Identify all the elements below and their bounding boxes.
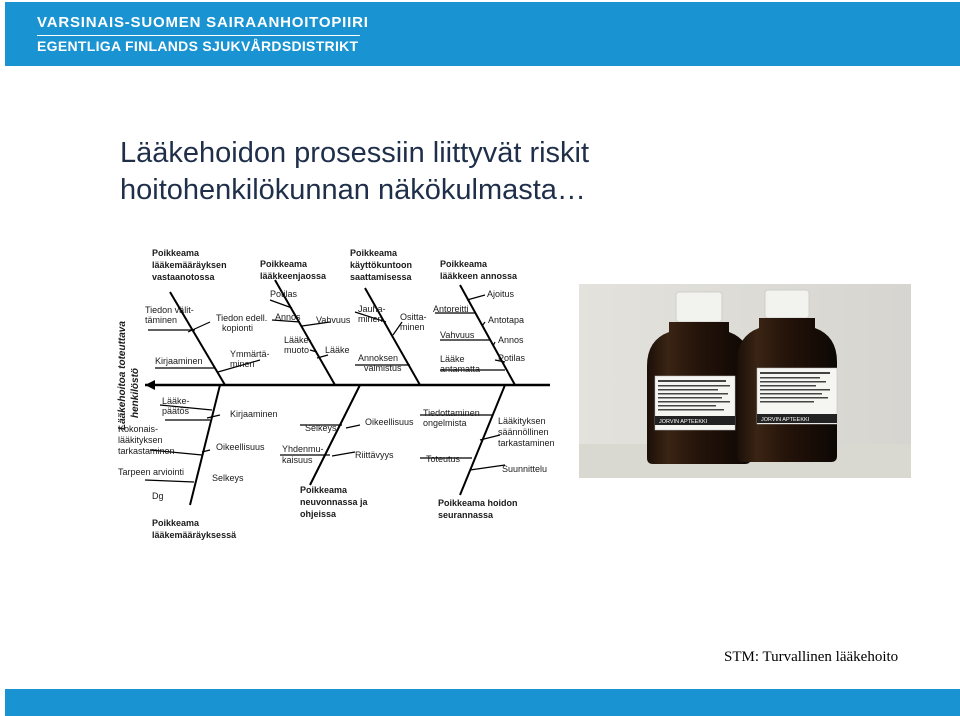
header-divider	[37, 35, 360, 36]
cause-selkeys-b2: Selkeys	[305, 423, 337, 433]
cause-riittavyys: Riittävyys	[355, 450, 394, 460]
cause-potilas-top4: Potilas	[498, 353, 526, 363]
category-top-3: Poikkeama käyttökuntoon saattamisessa	[350, 248, 412, 282]
bone-bottom-2	[310, 385, 360, 485]
cause-laakityksen-tarkastaminen: Lääkityksen säännöllinen tarkastaminen	[498, 416, 555, 448]
medicine-bottles-photo	[579, 284, 911, 478]
cause-osittaminen: Ositta-minen	[400, 312, 427, 332]
cause-laake-antamatta: Lääke antamatta	[440, 354, 481, 374]
cause-oikeellisuus-b2: Oikeellisuus	[365, 417, 414, 427]
cause-laakepaatos: Lääke-päätös	[162, 396, 190, 416]
cause-suunnittelu: Suunnittelu	[502, 464, 548, 474]
cause-oikeellisuus-b1: Oikeellisuus	[216, 442, 265, 452]
cause-vahvuus-top4: Vahvuus	[440, 330, 475, 340]
spine-arrowhead	[145, 380, 155, 390]
bottle-left-pharmacy: JORVIN APTEEKKI	[659, 419, 708, 425]
cause-vahvuus-top: Vahvuus	[316, 315, 351, 325]
cause-potilas-top: Potilas	[270, 289, 298, 299]
head-label-2: henkilöstö	[130, 367, 141, 418]
header-bar	[5, 2, 960, 66]
footer-bar	[5, 689, 960, 716]
source-citation: STM: Turvallinen lääkehoito	[724, 649, 899, 665]
slide-title	[120, 135, 589, 209]
cause-kokonaislaakitys: Kokonais-lääkityksen tarkastaminen	[118, 424, 175, 456]
cause-laakemuoto: Lääke-muoto	[284, 335, 312, 355]
org-name-finnish: VARSINAIS-SUOMEN SAIRAANHOITOPIIRI	[37, 14, 369, 31]
cause-kirjaaminen-bottom: Kirjaaminen	[230, 409, 278, 419]
category-bottom-1: Poikkeama lääkemääräyksessä	[152, 518, 237, 540]
category-top-2: Poikkeama lääkkeenjaossa	[260, 259, 327, 281]
cause-laake-top: Lääke	[325, 345, 350, 355]
category-bottom-3: Poikkeama hoidon seurannassa	[438, 498, 518, 520]
cause-selkeys-b1: Selkeys	[212, 473, 244, 483]
cause-antoreitti: Antoreitti	[433, 304, 469, 314]
cause-yhdenmukaisuus: Yhdenmu-kaisuus	[282, 444, 324, 465]
cause-tiedon-edell: Tiedon edell. kopionti	[216, 313, 268, 333]
cause-annos-top4: Annos	[498, 335, 524, 345]
cause-tiedottaminen: Tiedottaminen ongelmista	[423, 408, 480, 428]
cause-annoksen-valmistus: Annoksen valmistus	[358, 353, 402, 373]
cause-ymmartaminen: Ymmärtä-minen	[230, 349, 270, 369]
cause-ajoitus: Ajoitus	[487, 289, 515, 299]
cause-tiedon-valittaminen: Tiedon välit-täminen	[145, 305, 194, 325]
cause-dg: Dg	[152, 491, 164, 501]
slide-title-line2: hoitohenkilökunnan näkökulmasta…	[120, 174, 586, 206]
cause-tarpeen-arviointi: Tarpeen arviointi	[118, 467, 185, 477]
cause-jauhaminen: Jauha-minen	[358, 304, 386, 324]
slide-title-line1: Lääkehoidon prosessiin liittyvät riskit	[120, 137, 590, 169]
cause-antotapa: Antotapa	[488, 315, 525, 325]
org-name-swedish: EGENTLIGA FINLANDS SJUKVÅRDSDISTRIKT	[37, 38, 359, 54]
cause-annos-top: Annos	[275, 312, 301, 322]
bottle-right-pharmacy: JORVIN APTEEKKI	[761, 417, 810, 423]
category-top-4: Poikkeama lääkkeen annossa	[440, 259, 518, 281]
head-label-1: Lääkehoitoa toteuttava	[117, 321, 128, 430]
cause-toteutus: Toteutus	[426, 454, 461, 464]
category-bottom-2: Poikkeama neuvonnassa ja ohjeissa	[300, 485, 368, 519]
fishbone-diagram	[110, 240, 570, 550]
category-top-1: Poikkeama lääkemääräyksen vastaanotossa	[152, 248, 227, 282]
cause-kirjaaminen-top: Kirjaaminen	[155, 356, 203, 366]
